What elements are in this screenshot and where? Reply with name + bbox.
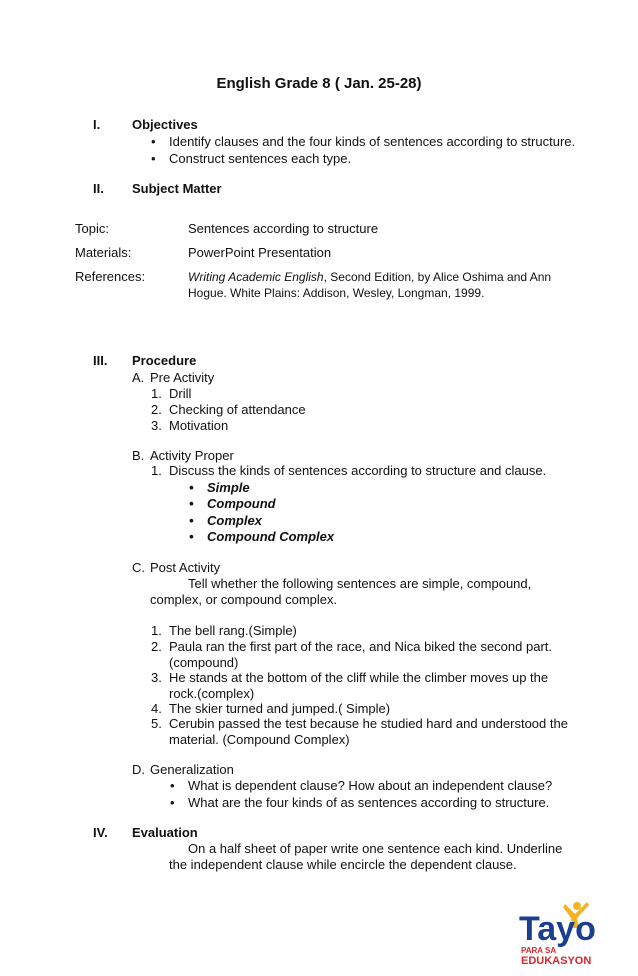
section-heading: Objectives bbox=[132, 117, 198, 132]
list-item: • What is dependent clause? How about an independent clause? bbox=[188, 778, 552, 793]
list-item: Checking of attendance bbox=[169, 402, 306, 417]
list-item: • What are the four kinds of as sentences according to structure. bbox=[188, 795, 549, 810]
list-item: Cerubin passed the test because he studied hard and understood the bbox=[169, 716, 568, 731]
sentence-kind: • Complex bbox=[207, 513, 262, 528]
references-value bbox=[188, 270, 551, 284]
section-number: IV. bbox=[93, 825, 108, 840]
sentence-kind: • Compound bbox=[207, 496, 276, 511]
logo-word: Tayo bbox=[519, 910, 596, 948]
subsection-letter: C. bbox=[132, 560, 145, 575]
list-number: 4. bbox=[151, 701, 162, 716]
list-item: The skier turned and jumped.( Simple) bbox=[169, 701, 391, 716]
list-item: • Identify clauses and the four kinds of sentences according to structure. bbox=[169, 134, 575, 149]
evaluation-text: On a half sheet of paper write one sentence each kind. Underline bbox=[188, 841, 563, 856]
list-number: 5. bbox=[151, 716, 162, 731]
list-number: 1. bbox=[151, 386, 162, 401]
list-item: • Construct sentences each type. bbox=[169, 151, 351, 166]
list-number: 2. bbox=[151, 639, 162, 654]
section-heading: Evaluation bbox=[132, 825, 198, 840]
list-number: 1. bbox=[151, 623, 162, 638]
section-heading: Procedure bbox=[132, 353, 197, 368]
subsection-letter: A. bbox=[132, 370, 145, 385]
list-item: He stands at the bottom of the cliff while the climber moves up the bbox=[169, 670, 549, 685]
topic-value: Sentences according to structure bbox=[188, 221, 379, 236]
instructions-line2: complex, or compound complex. bbox=[150, 592, 338, 607]
list-item: Drill bbox=[169, 386, 192, 401]
list-item-continued: material. (Compound Complex) bbox=[169, 732, 350, 747]
reference-details: , Second Edition, by Alice Oshima and Ann bbox=[323, 270, 552, 284]
tayo-logo bbox=[517, 898, 617, 968]
references-value-line2: Hogue. White Plains: Addison, Wesley, Longman, 1999. bbox=[188, 286, 485, 300]
list-item-continued: (compound) bbox=[169, 655, 239, 670]
section-number: I. bbox=[93, 117, 101, 132]
logo-line1: PARA SA bbox=[521, 946, 557, 955]
list-item-continued: rock.(complex) bbox=[169, 686, 255, 701]
list-number: 3. bbox=[151, 418, 162, 433]
sentence-kind: • Compound Complex bbox=[207, 529, 334, 544]
list-number: 1. bbox=[151, 463, 162, 478]
logo-line2: EDUKASYON bbox=[521, 955, 592, 967]
section-heading: Subject Matter bbox=[132, 181, 222, 196]
page-title: English Grade 8 ( Jan. 25-28) bbox=[216, 75, 422, 92]
materials-label: Materials: bbox=[75, 245, 132, 260]
instructions: Tell whether the following sentences are simple, compound, bbox=[188, 576, 532, 591]
subsection-title: Post Activity bbox=[150, 560, 221, 575]
materials-value: PowerPoint Presentation bbox=[188, 245, 332, 260]
reference-title: Writing Academic English bbox=[188, 270, 324, 284]
subsection-letter: D. bbox=[132, 762, 145, 777]
subsection-title: Generalization bbox=[150, 762, 234, 777]
list-item: Paula ran the first part of the race, and Nica biked the second part. bbox=[169, 639, 552, 654]
subsection-letter: B. bbox=[132, 448, 145, 463]
list-number: 2. bbox=[151, 402, 162, 417]
list-number: 3. bbox=[151, 670, 162, 685]
list-item: Discuss the kinds of sentences according to structure and clause. bbox=[169, 463, 547, 478]
evaluation-text-line2: the independent clause while encircle the dependent clause. bbox=[169, 857, 517, 872]
subsection-title: Activity Proper bbox=[150, 448, 234, 463]
section-number: II. bbox=[93, 181, 104, 196]
subsection-title: Pre Activity bbox=[150, 370, 215, 385]
topic-label: Topic: bbox=[75, 221, 109, 236]
list-item: Motivation bbox=[169, 418, 229, 433]
references-label: References: bbox=[75, 269, 146, 284]
section-number: III. bbox=[93, 353, 108, 368]
sentence-kind: • Simple bbox=[207, 480, 250, 495]
list-item: The bell rang.(Simple) bbox=[169, 623, 297, 638]
